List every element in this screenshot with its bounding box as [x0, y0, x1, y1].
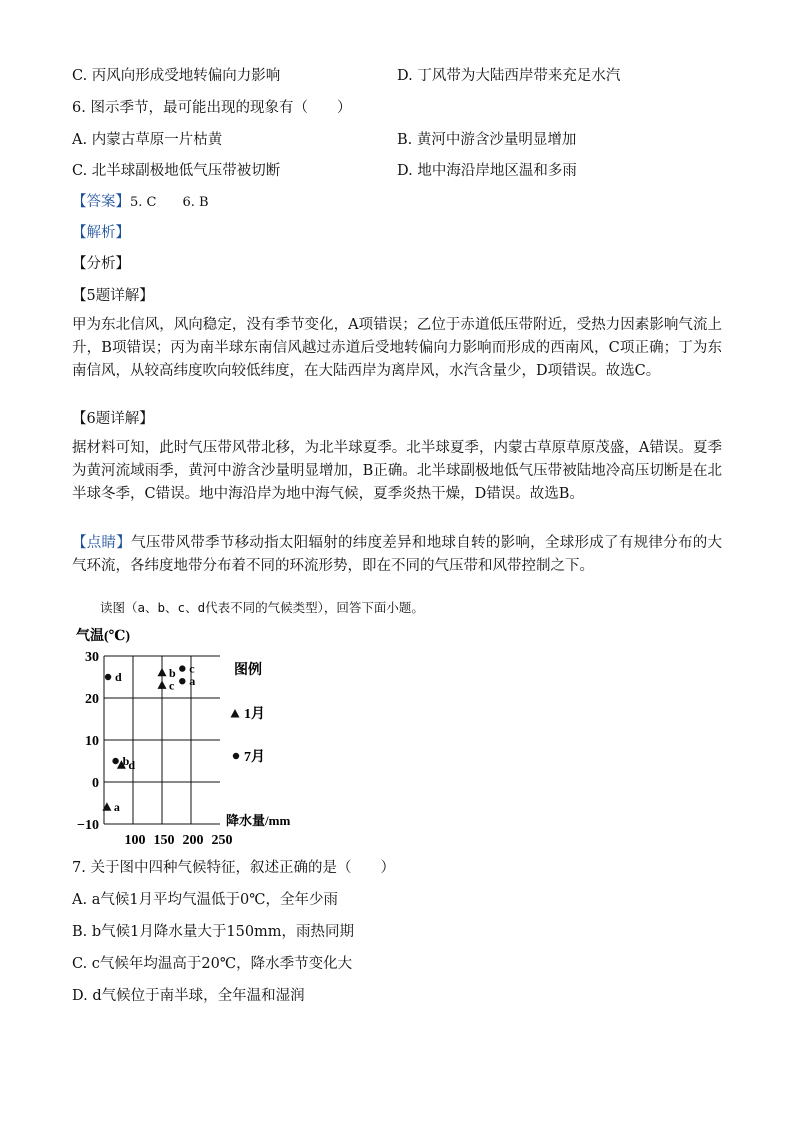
- y-tick-label: 30: [85, 650, 99, 665]
- q6-option-d: D. 地中海沿岸地区温和多雨: [397, 163, 577, 179]
- q5-detail-text: 甲为东北信风，风向稳定，没有季节变化，A项错误；乙位于赤道低压带附近，受热力因素影响气流上升，B项错误；丙为南半球东南信风越过赤道后受地转偏向力影响而形成的西南风，C项正确；丁为东南信风，从较高纬度吹向较低纬度，在大陆西岸为离岸风，水汽含量少，D项错误。故选C。: [72, 317, 722, 379]
- point-a-july: [179, 678, 185, 684]
- point-label: d: [128, 758, 136, 773]
- point-c-july: [179, 665, 185, 671]
- chart-ylabel: 气温(℃): [76, 629, 131, 644]
- q6-stem: 6. 图示季节，最可能出现的现象有（ ）: [72, 100, 352, 116]
- q5-option-d: D. 丁风带为大陆西岸带来充足水汽: [397, 68, 621, 84]
- legend-triangle-icon: [231, 709, 240, 718]
- q7-stem: 7. 关于图中四种气候特征，叙述正确的是（ ）: [72, 860, 395, 876]
- x-tick-label: 250: [211, 833, 233, 848]
- fenxi-tag: 【分析】: [72, 256, 130, 272]
- q5-option-c: C. 丙风向形成受地转偏向力影响: [72, 68, 281, 84]
- figure-intro: 读图（a、b、c、d代表不同的气候类型），回答下面小题。: [100, 600, 424, 615]
- legend-title: 图例: [234, 663, 262, 678]
- q6-detail-tag: 【6题详解】: [72, 411, 154, 427]
- dianjing-paragraph: [72, 532, 722, 578]
- q6-option-a: A. 内蒙古草原一片枯黄: [72, 132, 223, 148]
- q6-option-b: B. 黄河中游含沙量明显增加: [397, 132, 577, 148]
- point-label: c: [189, 661, 195, 676]
- point-label: a: [113, 800, 120, 815]
- q7-option-c: C. c气候年均温高于20℃，降水季节变化大: [72, 956, 353, 972]
- q6-detail-text: 据材料可知，此时气压带风带北移，为北半球夏季。北半球夏季，内蒙古草原草原茂盛，A错误。夏季为黄河流域雨季，黄河中游含沙量明显增加，B正确。北半球副极地低气压带被陆地冷高压切断是在北半球冬季，C错误。地中海沿岸为地中海气候，夏季炎热干燥，D错误。故选B。: [72, 440, 722, 502]
- point-label: a: [189, 674, 196, 689]
- chart-points: [102, 662, 195, 815]
- point-b-jan: [158, 668, 167, 677]
- point-label: c: [169, 678, 175, 693]
- climate-chart: [60, 622, 320, 850]
- x-tick-label: 200: [182, 833, 204, 848]
- x-tick-label: 100: [124, 833, 146, 848]
- analysis-tag: 【解析】: [72, 225, 130, 241]
- x-tick-label: 150: [153, 833, 175, 848]
- answer-tag: 【答案】: [72, 194, 130, 210]
- y-tick-label: −10: [77, 818, 99, 833]
- point-label: d: [115, 670, 122, 684]
- point-b-july: [112, 758, 118, 764]
- q7-option-a: A. a气候1月平均气温低于0℃，全年少雨: [72, 892, 339, 908]
- y-tick-label: 0: [92, 776, 99, 791]
- chart-ticks: [77, 650, 232, 848]
- q6-detail-paragraph: [72, 437, 722, 506]
- legend-circle-icon: [233, 753, 239, 759]
- q5-detail-paragraph: [72, 314, 722, 383]
- y-tick-label: 10: [85, 734, 99, 749]
- legend-label-july: 7月: [244, 750, 265, 765]
- dianjing-text: 气压带风带季节移动指太阳辐射的纬度差异和地球自转的影响，全球形成了有规律分布的大气环流，各纬度地带分布着不同的环流形势，即在不同的气压带和风带控制之下。: [72, 535, 723, 574]
- point-d-july: [105, 674, 111, 680]
- y-tick-label: 20: [85, 692, 99, 707]
- point-label: b: [169, 665, 176, 680]
- q7-option-d: D. d气候位于南半球，全年温和湿润: [72, 988, 305, 1004]
- chart-legend: [231, 661, 266, 765]
- point-c-jan: [158, 680, 167, 689]
- answer-line: [72, 192, 209, 213]
- answer-text: 5. C 6. B: [130, 195, 209, 210]
- dianjing-tag: 【点睛】: [72, 535, 132, 551]
- chart-xlabel: 降水量/mm: [226, 813, 291, 828]
- point-label: b: [122, 754, 130, 768]
- legend-label-jan: 1月: [244, 707, 265, 722]
- q7-option-b: B. b气候1月降水量大于150mm，雨热同期: [72, 924, 355, 940]
- q6-option-c: C. 北半球副极地低气压带被切断: [72, 163, 281, 179]
- q5-detail-tag: 【5题详解】: [72, 288, 154, 304]
